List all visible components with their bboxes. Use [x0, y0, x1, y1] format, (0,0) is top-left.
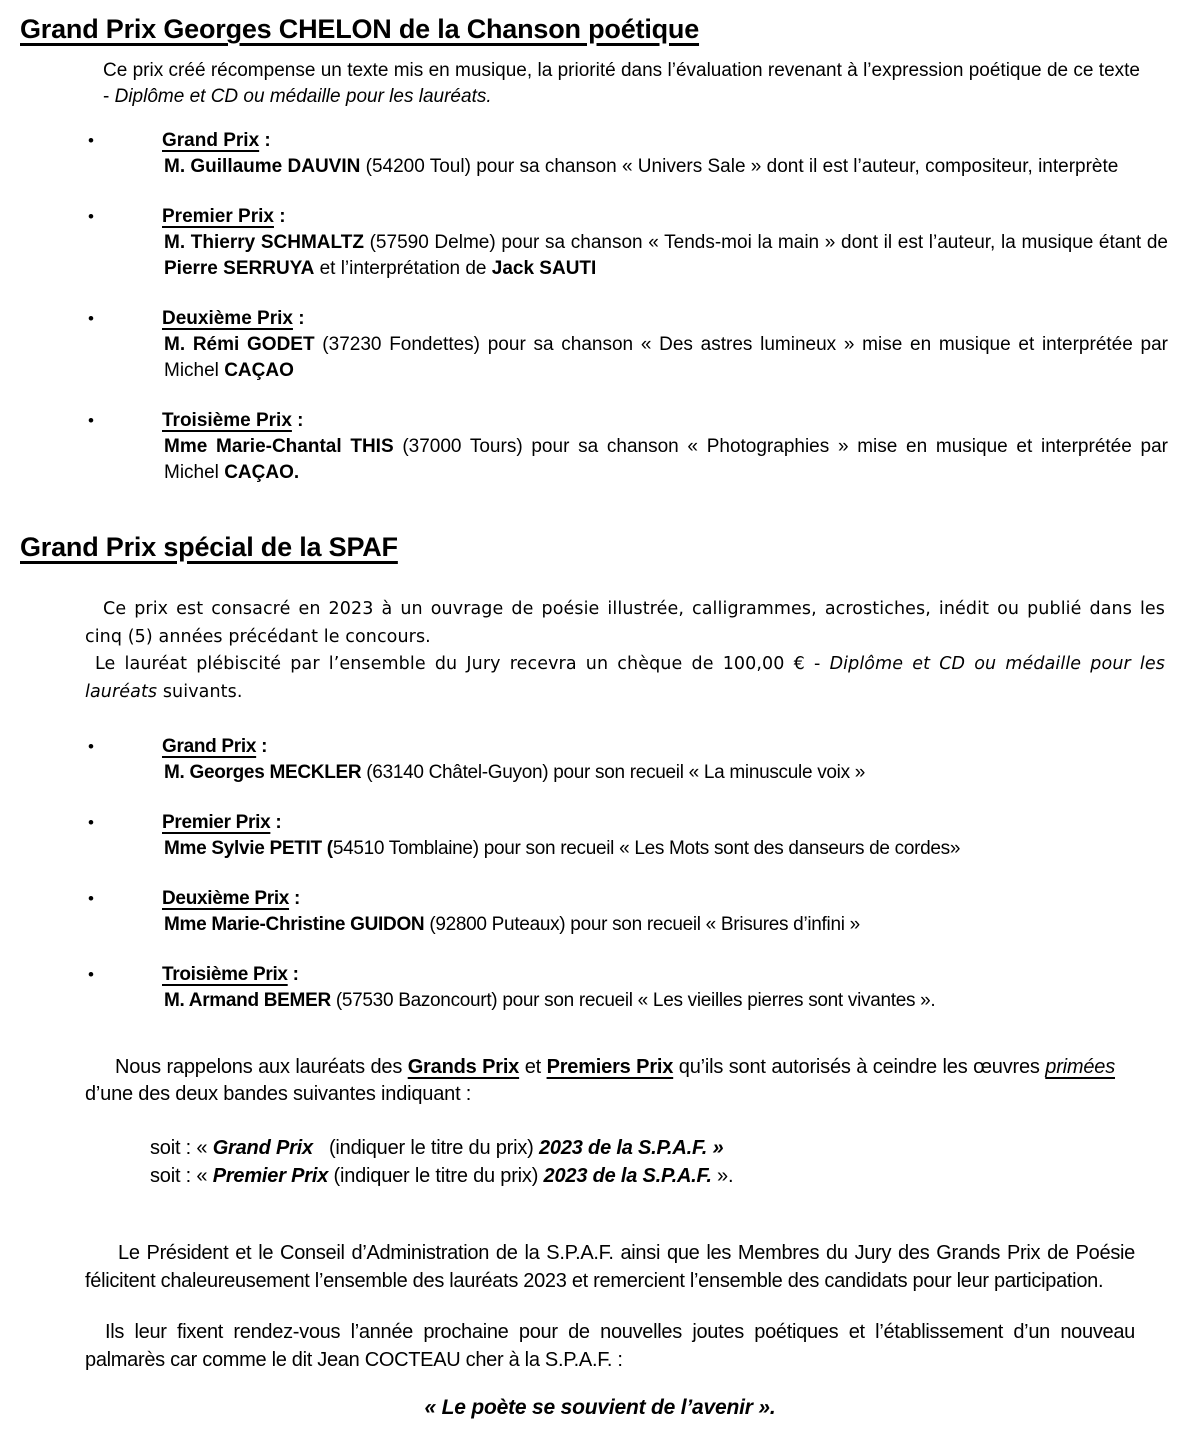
text-run: ».	[711, 1165, 734, 1187]
award-label-text: Troisième Prix	[162, 410, 292, 431]
band-option-premier-prix	[150, 1162, 1200, 1190]
award-body	[162, 962, 1168, 1014]
bullet-icon: •	[88, 737, 94, 756]
award-label-text: Premier Prix	[162, 206, 274, 227]
text-run: Premier Prix	[212, 1165, 329, 1187]
award-label-text: Premier Prix	[162, 812, 271, 833]
award-label-colon: :	[270, 812, 282, 833]
bullet-icon: •	[88, 131, 94, 150]
award-label-colon: :	[291, 410, 304, 431]
text-run: 2023 de la S.P.A.F.	[543, 1165, 712, 1187]
text-run: M. Guillaume DAUVIN	[164, 156, 361, 177]
award-label-text: Deuxième Prix	[162, 888, 290, 909]
award-text	[164, 434, 1168, 486]
intro-italic-text: Diplôme et CD ou médaille pour les lauréats	[85, 654, 1165, 702]
text-run: d’une des deux bandes suivantes indiquant :	[85, 1083, 472, 1105]
award-spaf-grand-prix	[88, 734, 1168, 786]
award-body	[162, 408, 1168, 486]
text-run: 54510 Tomblaine) pour son recueil « Les Mots sont des danseurs de cordes»	[332, 838, 961, 859]
text-run: Mme Marie-Chantal THIS	[164, 436, 394, 457]
text-run: (63140 Châtel-Guyon) pour son recueil « La minuscule voix »	[361, 762, 866, 783]
award-chelon-premier-prix	[88, 204, 1168, 282]
award-label-colon: :	[287, 964, 299, 985]
award-label-text: Grand Prix	[162, 736, 257, 757]
award-text	[164, 230, 1168, 282]
bullet-icon: •	[88, 889, 94, 908]
text-run: soit : «	[150, 1137, 213, 1159]
closing-block	[0, 1054, 1200, 1420]
section-chelon-title: Grand Prix Georges CHELON de la Chanson poétique	[20, 14, 700, 44]
section-spaf-title: Grand Prix spécial de la SPAF	[20, 532, 398, 562]
award-label	[162, 204, 1168, 230]
award-body	[162, 306, 1168, 384]
award-body	[162, 204, 1168, 282]
text-run: Mme Sylvie PETIT (	[164, 838, 333, 859]
award-label-colon: :	[292, 308, 305, 329]
bullet-icon: •	[88, 965, 94, 984]
award-body	[162, 734, 1168, 786]
spaf-intro-line2	[85, 651, 1165, 706]
award-label	[162, 886, 1168, 912]
text-run: Grand Prix	[212, 1137, 313, 1159]
award-body	[162, 128, 1168, 180]
award-text	[164, 760, 1168, 786]
bullet-icon: •	[88, 411, 94, 430]
award-label-text: Deuxième Prix	[162, 308, 293, 329]
text-run: (92800 Puteaux) pour son recueil « Brisures d’infini »	[424, 914, 860, 935]
award-label	[162, 408, 1168, 434]
text-run: (37000 Tours) pour sa chanson « Photographies » mise en musique et interprétée par Michel	[164, 436, 1168, 483]
intro-italic-text: Diplôme et CD ou médaille pour les lauréats.	[114, 86, 492, 107]
text-run: et	[519, 1056, 547, 1078]
award-text	[164, 836, 1168, 862]
text-run: (indiquer le titre du prix)	[328, 1137, 539, 1159]
text-run: Grands Prix	[407, 1056, 520, 1078]
text-run: Premiers Prix	[546, 1056, 674, 1078]
band-option-grand-prix	[150, 1134, 1200, 1162]
text-run: (57590 Delme) pour sa chanson « Tends-moi la main » dont il est l’auteur, la musique étant de	[363, 232, 1168, 253]
text-run: 2023 de la S.P.A.F. »	[539, 1137, 724, 1159]
award-label-colon: :	[259, 130, 271, 151]
award-label-colon: :	[256, 736, 268, 757]
award-label	[162, 734, 1168, 760]
text-run: M. Georges MECKLER	[164, 762, 362, 783]
award-spaf-deuxieme-prix	[88, 886, 1168, 938]
award-spaf-premier-prix	[88, 810, 1168, 862]
rendezvous-paragraph: Ils leur fixent rendez-vous l’année prochaine pour de nouvelles joutes poétiques et l’établissement d’un nouveau palmarès car comme le dit Jean COCTEAU cher à la S.P.A.F. :	[85, 1321, 1135, 1371]
award-chelon-troisieme-prix	[88, 408, 1168, 486]
text-run: (37230 Fondettes) pour sa chanson « Des astres lumineux » mise en musique et interprétée par Michel	[164, 334, 1168, 381]
section-chelon	[0, 14, 1200, 486]
intro-text: Ce prix créé récompense un texte mis en musique, la priorité dans l’évaluation revenant à l’expression poétique de ce texte -	[103, 60, 1140, 107]
text-run: (57530 Bazoncourt) pour son recueil « Les vieilles pierres sont vivantes ».	[330, 990, 936, 1011]
award-text	[164, 332, 1168, 384]
text-run: (54200 Toul) pour sa chanson « Univers Sale » dont il est l’auteur, compositeur, interprète	[360, 156, 1119, 177]
award-label-text: Grand Prix	[162, 130, 260, 151]
text-run: M. Armand BEMER	[164, 990, 331, 1011]
award-label-text: Troisième Prix	[162, 964, 288, 985]
intro-text: Le lauréat plébiscité par l’ensemble du Jury recevra un chèque de 100,00 € -	[95, 654, 830, 674]
award-label	[162, 810, 1168, 836]
text-run: Nous rappelons aux lauréats des	[115, 1056, 408, 1078]
spaf-intro-line1: Ce prix est consacré en 2023 à un ouvrage de poésie illustrée, calligrammes, acrostiches, inédit ou publié dans les cinq (5) années précédant le concours.	[85, 599, 1165, 647]
award-body	[162, 886, 1168, 938]
award-text	[164, 154, 1168, 180]
award-text	[164, 912, 1168, 938]
award-label	[162, 128, 1168, 154]
bullet-icon: •	[88, 207, 94, 226]
text-run: CAÇAO.	[224, 462, 300, 483]
award-label-colon: :	[289, 888, 301, 909]
bullet-icon: •	[88, 309, 94, 328]
award-label	[162, 962, 1168, 988]
text-run: primées	[1045, 1056, 1115, 1078]
award-label	[162, 306, 1168, 332]
award-label-colon: :	[273, 206, 286, 227]
text-run: Pierre SERRUYA	[164, 258, 315, 279]
award-chelon-grand-prix	[88, 128, 1168, 180]
text-run: M. Rémi GODET	[164, 334, 315, 355]
award-spaf-troisieme-prix	[88, 962, 1168, 1014]
section-chelon-intro	[103, 58, 1140, 110]
band-options	[150, 1134, 1200, 1190]
cocteau-quote: « Le poète se souvient de l’avenir ».	[424, 1396, 776, 1419]
award-text	[164, 988, 1168, 1014]
text-run: et l’interprétation de	[314, 258, 492, 279]
award-chelon-deuxieme-prix	[88, 306, 1168, 384]
bullet-icon: •	[88, 813, 94, 832]
reminder-paragraph	[85, 1054, 1115, 1108]
text-run: (indiquer le titre du prix)	[328, 1165, 544, 1187]
section-spaf	[0, 532, 1200, 1014]
award-body	[162, 810, 1168, 862]
text-run: Jack SAUTI	[491, 258, 597, 279]
section-spaf-intro	[85, 596, 1165, 706]
president-paragraph: Le Président et le Conseil d’Administration de la S.P.A.F. ainsi que les Membres du Jury des Grands Prix de Poésie félicitent chaleureusement l’ensemble des lauréats 2023 et remercient l’ensemble des candidats pour leur participation.	[85, 1242, 1135, 1292]
text-run: soit : «	[150, 1165, 213, 1187]
text-run: qu’ils sont autorisés à ceindre les œuvres	[673, 1056, 1046, 1078]
intro-text: suivants.	[157, 681, 243, 702]
text-run: Mme Marie-Christine GUIDON	[164, 914, 425, 935]
text-run: M. Thierry SCHMALTZ	[164, 232, 364, 253]
text-run: CAÇAO	[224, 360, 294, 381]
